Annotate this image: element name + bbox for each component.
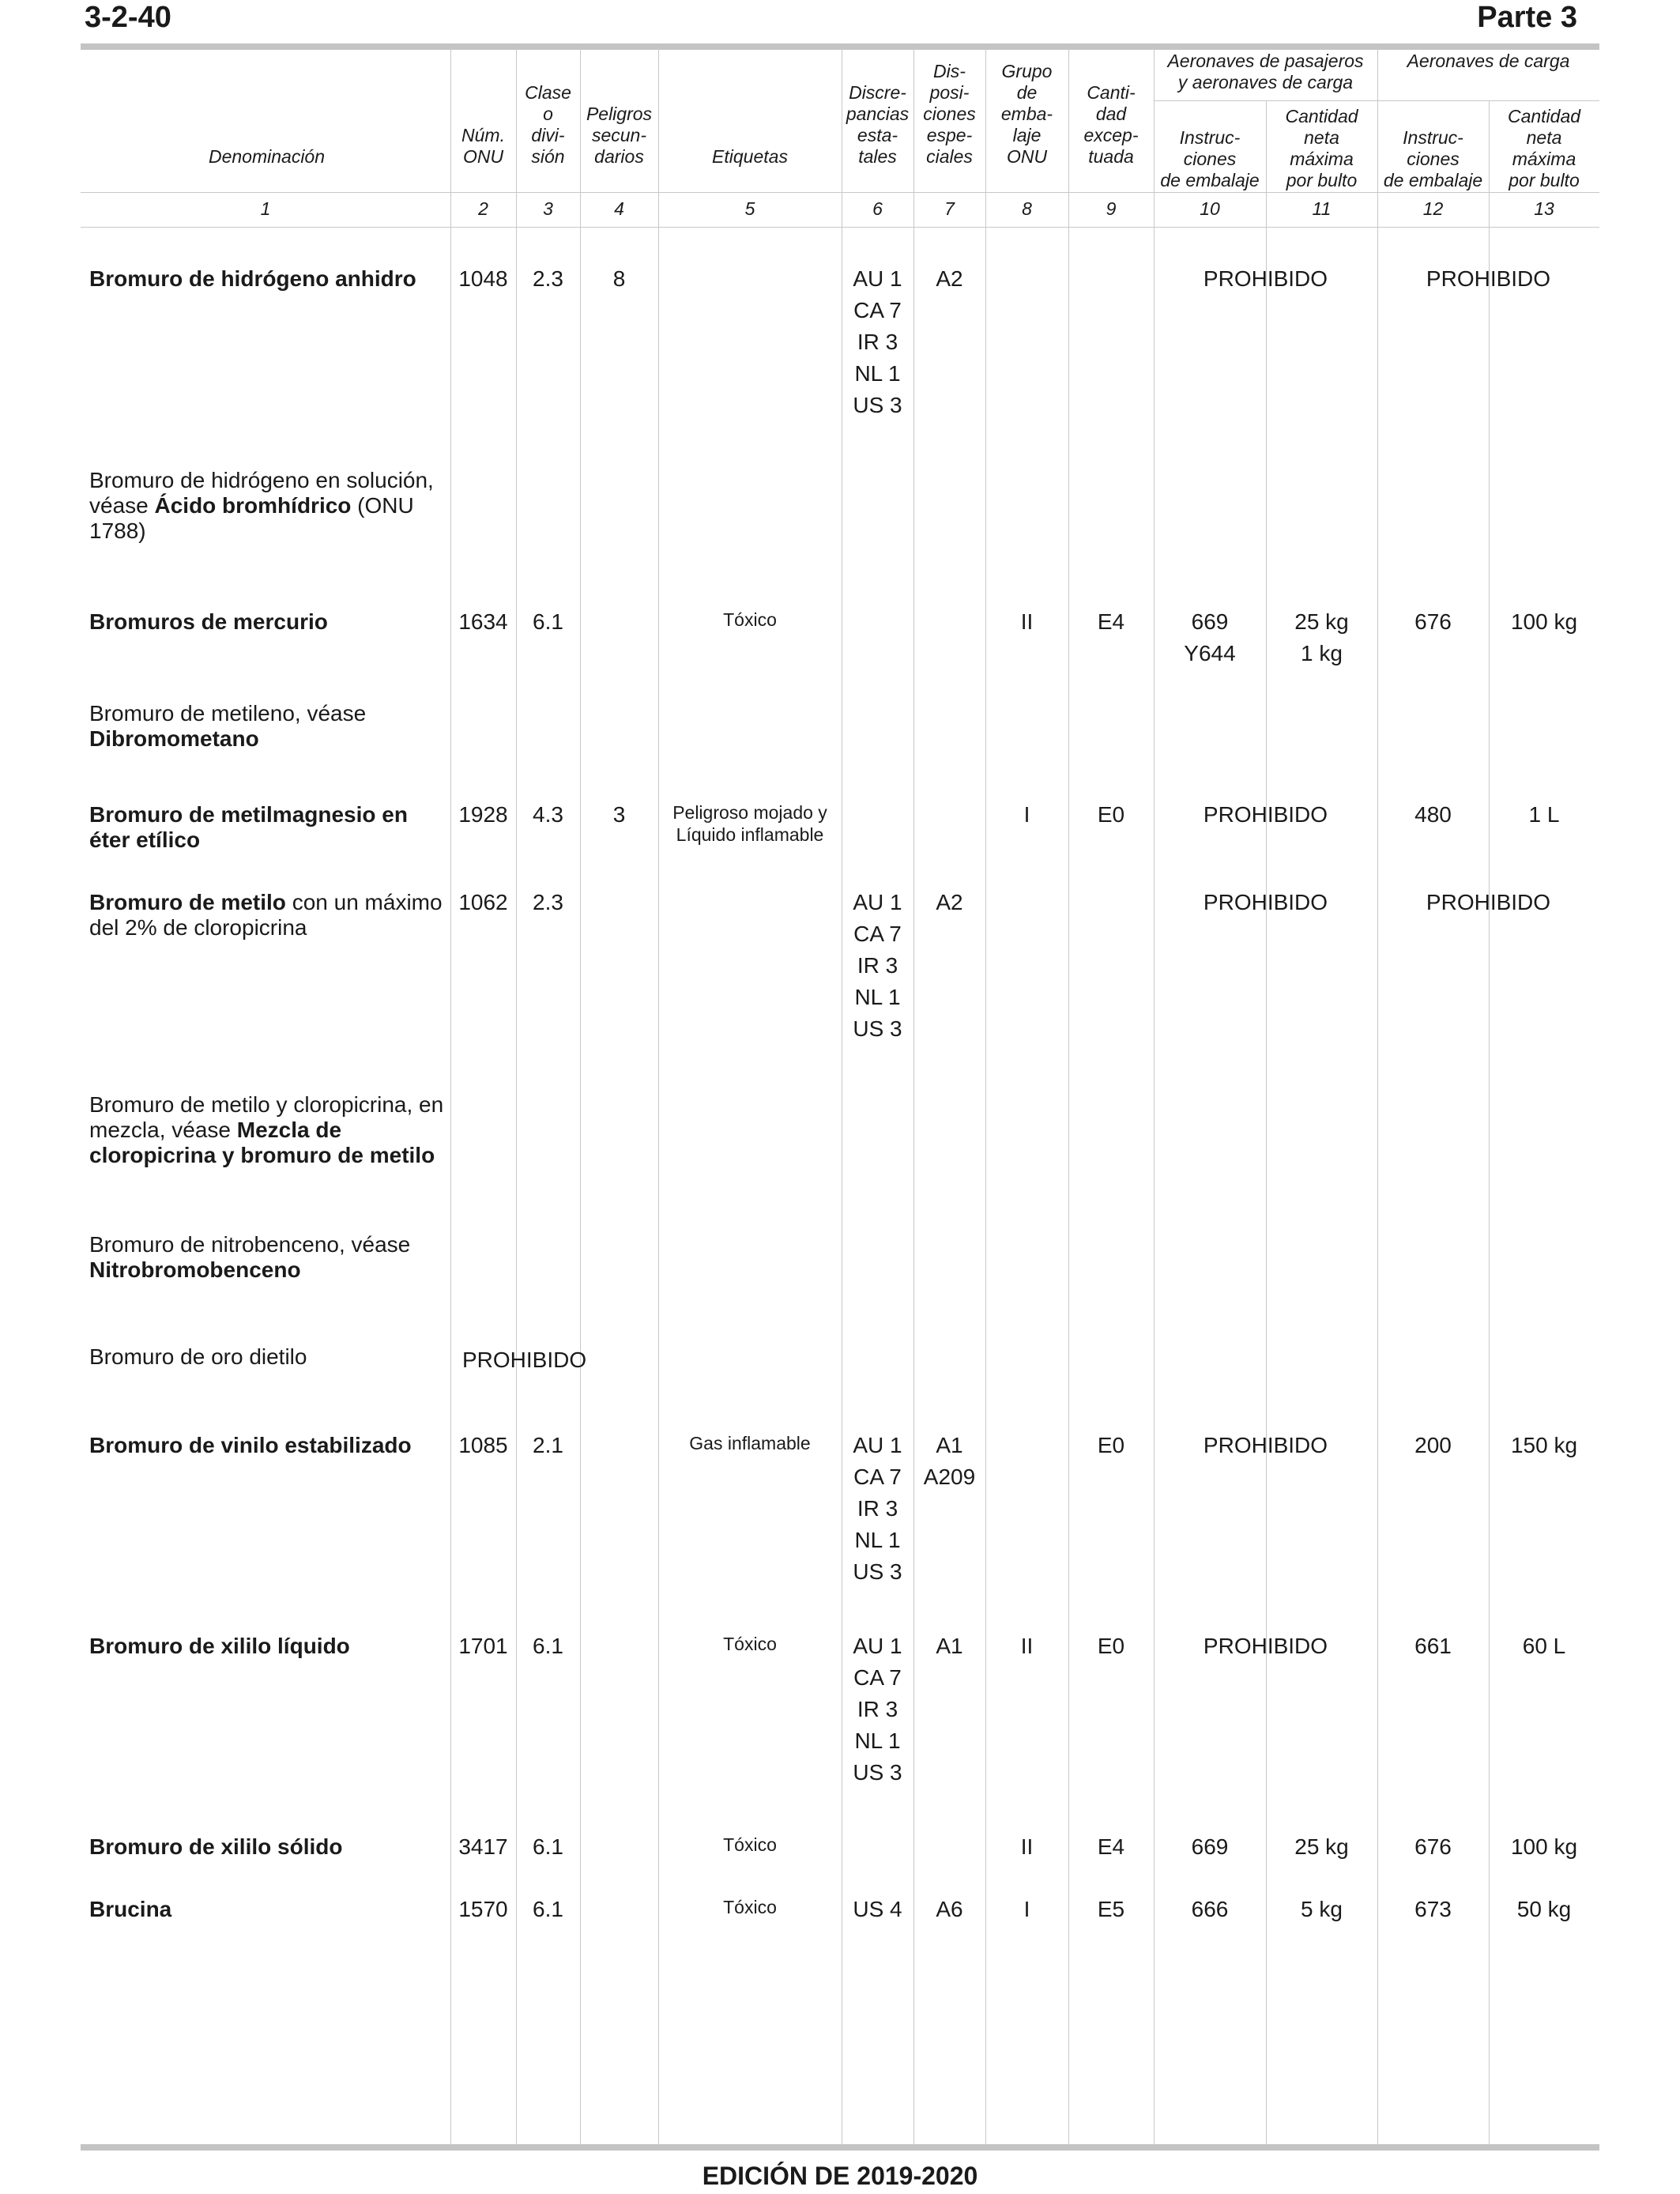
bottom-rule (81, 2144, 1599, 2151)
column-divider (516, 47, 517, 2144)
column-divider (658, 47, 659, 2144)
entry-name-part: Bromuro de hidrógeno anhidro (89, 266, 416, 291)
column-number: 13 (1534, 198, 1554, 219)
cargo-packing-instruction: 673 (1414, 1897, 1452, 1921)
special-provision: A209 (923, 1465, 976, 1489)
entry-name-part: Bromuro de nitrobenceno, véase (89, 1232, 411, 1257)
top-rule (81, 43, 1599, 50)
col-head-disposiciones: Dis- posi- ciones espe- ciales (923, 61, 976, 167)
entry-name (89, 609, 446, 635)
hazard-label: Tóxico (723, 1634, 777, 1654)
subsidiary-hazard: 3 (612, 802, 626, 827)
max-net-quantity: 25 kg (1294, 1834, 1349, 1859)
column-divider (985, 47, 986, 2144)
packing-instruction: 669 (1191, 1834, 1229, 1859)
column-divider (1068, 47, 1069, 2144)
state-variation: IR 3 (857, 330, 898, 354)
hazard-class: 4.3 (533, 802, 563, 827)
hazard-class: 6.1 (533, 1834, 563, 1859)
un-number: 1570 (458, 1897, 508, 1921)
entry-name (89, 1433, 446, 1458)
col-head-etiquetas: Etiquetas (712, 146, 788, 167)
entry-name (89, 802, 446, 853)
group-header-divider (1154, 100, 1599, 101)
entry-name-part: Ácido bromhídrico (154, 493, 352, 518)
header-divider (81, 227, 1599, 228)
hazard-label: Tóxico (723, 609, 777, 630)
excepted-quantity: E4 (1097, 1834, 1125, 1859)
col-head-grupo-embalaje: Grupo de emba- laje ONU (1000, 61, 1053, 167)
column-number: 7 (944, 198, 955, 219)
column-number: 4 (614, 198, 624, 219)
entry-name (89, 266, 446, 292)
state-variation: AU 1 (853, 1634, 902, 1658)
entry-name (89, 1634, 446, 1659)
cargo-max-net-quantity: 150 kg (1510, 1433, 1578, 1457)
state-variation: NL 1 (854, 985, 901, 1009)
state-variation: NL 1 (854, 1528, 901, 1552)
un-number: 1701 (458, 1634, 508, 1658)
edition-footer: EDICIÓN DE 2019-2020 (702, 2162, 978, 2190)
column-number: 2 (478, 198, 488, 219)
state-variation: AU 1 (853, 890, 902, 914)
packing-group: I (1023, 802, 1030, 827)
entry-name (89, 1232, 446, 1283)
hazard-class: 2.3 (533, 890, 563, 914)
column-number: 6 (872, 198, 883, 219)
un-number: 1062 (458, 890, 508, 914)
packing-group: II (1020, 1834, 1034, 1859)
state-variation: NL 1 (854, 361, 901, 386)
cargo-packing-instruction: 676 (1414, 1834, 1452, 1859)
un-number: 1085 (458, 1433, 508, 1457)
packing-group: II (1020, 1634, 1034, 1658)
entry-name (89, 1092, 446, 1168)
cargo-prohibited: PROHIBIDO (1426, 266, 1551, 291)
entry-name-part: Bromuros de mercurio (89, 609, 328, 634)
column-number: 9 (1106, 198, 1117, 219)
entry-name (89, 701, 446, 752)
cargo-packing-instruction: 200 (1414, 1433, 1452, 1457)
passenger-prohibited: PROHIBIDO (1203, 266, 1328, 291)
col-head-clase: Clase o divi- sión (525, 82, 571, 167)
cargo-max-net-quantity: 100 kg (1510, 609, 1578, 634)
entry-name (89, 1897, 446, 1922)
state-variation: CA 7 (853, 922, 902, 946)
entry-name-part: Bromuro de oro dietilo (89, 1344, 307, 1369)
state-variation: US 3 (853, 393, 902, 417)
entry-name (89, 1344, 446, 1370)
state-variation: CA 7 (853, 1665, 902, 1690)
excepted-quantity: E4 (1097, 609, 1125, 634)
packing-group: II (1020, 609, 1034, 634)
entry-name-part: Nitrobromobenceno (89, 1257, 301, 1282)
packing-instruction: Y644 (1184, 641, 1236, 665)
col-head-cantidad-exceptuada: Canti- dad excep- tuada (1083, 82, 1139, 167)
state-variation: IR 3 (857, 1496, 898, 1521)
column-divider (580, 47, 581, 2144)
column-number: 8 (1022, 198, 1032, 219)
cargo-packing-instruction: 480 (1414, 802, 1452, 827)
col-head-denominacion: Denominación (208, 146, 326, 167)
state-variation: AU 1 (853, 1433, 902, 1457)
cargo-max-net-quantity: 1 L (1528, 802, 1560, 827)
entry-name (89, 1834, 446, 1860)
entry-name-part: Bromuro de hidrógeno en solución, véase (89, 468, 434, 518)
cargo-max-net-quantity: 50 kg (1516, 1897, 1572, 1921)
excepted-quantity: E0 (1097, 1433, 1125, 1457)
hazard-class: 2.1 (533, 1433, 563, 1457)
col-head-aeronaves-pasajeros: Aeronaves de pasajeros y aeronaves de carga (1167, 51, 1364, 92)
entry-name-part: Bromuro de xililo sólido (89, 1834, 343, 1859)
entry-name (89, 890, 446, 941)
max-net-quantity: 5 kg (1301, 1897, 1343, 1921)
hazard-label: Gas inflamable (689, 1433, 811, 1453)
un-number: 1928 (458, 802, 508, 827)
column-divider (1377, 47, 1378, 2144)
cargo-max-net-quantity: 60 L (1522, 1634, 1566, 1658)
column-number: 11 (1312, 198, 1332, 219)
un-number: 3417 (458, 1834, 508, 1859)
entry-name-part: Bromuro de metilmagnesio en éter etílico (89, 802, 408, 852)
col-head-num-onu: Núm. ONU (461, 125, 505, 167)
subsidiary-hazard: 8 (612, 266, 626, 291)
entry-name-part: Brucina (89, 1897, 172, 1921)
column-divider (1154, 47, 1155, 2144)
cargo-packing-instruction: 661 (1414, 1634, 1452, 1658)
entry-name-part: con un máximo del 2% de cloropicrina (89, 890, 443, 940)
state-variation: IR 3 (857, 953, 898, 978)
passenger-prohibited: PROHIBIDO (1203, 802, 1328, 827)
hazard-class: 6.1 (533, 1897, 563, 1921)
column-number: 12 (1422, 198, 1444, 219)
state-variation: AU 1 (853, 266, 902, 291)
entry-name-part: Mezcla de cloropicrina y bromuro de metilo (89, 1118, 435, 1167)
entry-name-part: Bromuro de metilo (89, 890, 286, 914)
cargo-prohibited: PROHIBIDO (1426, 890, 1551, 914)
column-number: 1 (260, 198, 271, 219)
cargo-packing-instruction: 676 (1414, 609, 1452, 634)
col-head-aeronaves-carga: Aeronaves de carga (1407, 51, 1570, 71)
state-variation: CA 7 (853, 298, 902, 322)
state-variation: US 4 (853, 1897, 902, 1921)
excepted-quantity: E0 (1097, 1634, 1125, 1658)
un-number: 1634 (458, 609, 508, 634)
entry-name-part: Bromuro de xililo líquido (89, 1634, 350, 1658)
col-head-cantidad-maxima-carga: Cantidad neta máxima por bulto (1507, 106, 1581, 190)
header-divider (81, 192, 1599, 193)
packing-group: I (1023, 1897, 1030, 1921)
column-divider (913, 47, 914, 2144)
state-variation: US 3 (853, 1016, 902, 1041)
column-number: 3 (543, 198, 553, 219)
entry-name-part: Bromuro de metilo y cloropicrina, en mezcla, véase (89, 1092, 444, 1142)
passenger-prohibited: PROHIBIDO (1203, 1634, 1328, 1658)
excepted-quantity: E5 (1097, 1897, 1125, 1921)
page-number: 3-2-40 (85, 1, 171, 34)
state-variation: IR 3 (857, 1697, 898, 1721)
col-head-peligros-secundarios: Peligros secun- darios (586, 104, 653, 167)
cargo-max-net-quantity: 100 kg (1510, 1834, 1578, 1859)
col-head-instrucciones-embalaje-carga: Instruc- ciones de embalaje (1383, 127, 1483, 190)
col-head-instrucciones-embalaje: Instruc- ciones de embalaje (1160, 127, 1260, 190)
passenger-prohibited: PROHIBIDO (1203, 1433, 1328, 1457)
special-provision: A6 (936, 1897, 963, 1921)
hazard-class: 6.1 (533, 609, 563, 634)
hazard-class: 6.1 (533, 1634, 563, 1658)
entry-prohibited: PROHIBIDO (462, 1348, 587, 1372)
part-title: Parte 3 (1477, 1, 1577, 34)
max-net-quantity: 1 kg (1301, 641, 1343, 665)
hazard-label: Peligroso mojado y Líquido inflamable (672, 802, 827, 845)
hazard-label: Tóxico (723, 1834, 777, 1855)
excepted-quantity: E0 (1097, 802, 1125, 827)
special-provision: A1 (936, 1634, 963, 1658)
state-variation: CA 7 (853, 1465, 902, 1489)
column-number: 5 (744, 198, 755, 219)
state-variation: US 3 (853, 1559, 902, 1584)
state-variation: US 3 (853, 1760, 902, 1785)
passenger-prohibited: PROHIBIDO (1203, 890, 1328, 914)
col-head-cantidad-maxima: Cantidad neta máxima por bulto (1285, 106, 1358, 190)
column-divider (450, 47, 451, 2144)
entry-name-part: (ONU 1788) (89, 493, 414, 543)
entry-name-part: Dibromometano (89, 726, 259, 751)
col-head-discrepancias: Discre- pancias esta- tales (846, 82, 910, 167)
hazard-class: 2.3 (533, 266, 563, 291)
column-number: 10 (1200, 198, 1220, 219)
hazard-label: Tóxico (723, 1897, 777, 1917)
special-provision: A1 (936, 1433, 963, 1457)
packing-instruction: 669 (1191, 609, 1229, 634)
max-net-quantity: 25 kg (1294, 609, 1349, 634)
state-variation: NL 1 (854, 1728, 901, 1753)
special-provision: A2 (936, 266, 963, 291)
entry-name-part: Bromuro de metileno, véase (89, 701, 367, 726)
un-number: 1048 (458, 266, 508, 291)
special-provision: A2 (936, 890, 963, 914)
entry-name (89, 468, 446, 544)
entry-name-part: Bromuro de vinilo estabilizado (89, 1433, 412, 1457)
packing-instruction: 666 (1191, 1897, 1229, 1921)
